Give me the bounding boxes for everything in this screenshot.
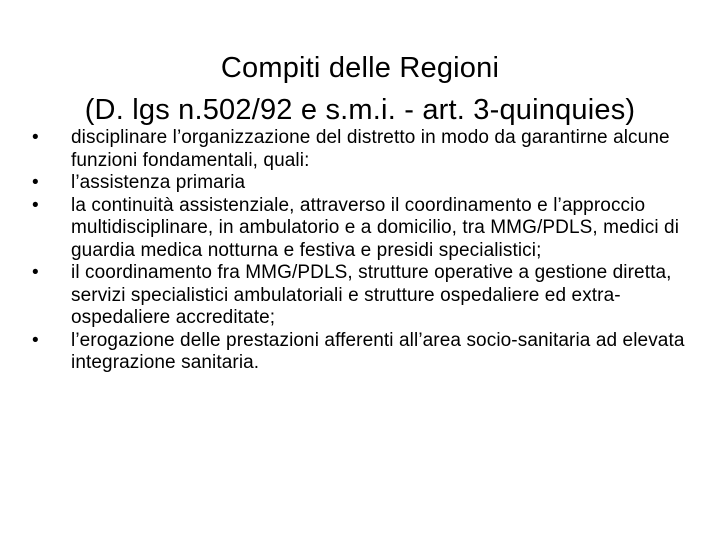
bullet-icon: • [32,172,39,193]
bullet-item-coordination [30,262,695,330]
bullet-item-social-health [30,330,695,375]
bullet-text: l’erogazione delle prestazioni afferenti all’area socio-sanitaria ad elevata integrazione sanitaria. [71,329,685,373]
bullet-text: disciplinare l’organizzazione del distretto in modo da garantirne alcune funzioni fondamentali, quali: [71,127,670,171]
bullet-item-organization [30,127,695,172]
bullet-icon: • [32,127,39,148]
bullet-item-primary-care [30,172,695,195]
bullet-text: il coordinamento fra MMG/PDLS, strutture operative a gestione diretta, servizi specialistici ambulatoriali e strutture ospedaliere ed extra-ospedaliere accreditate; [71,262,672,328]
bullet-list [30,127,695,375]
bullet-icon: • [32,262,39,283]
bullet-icon: • [32,194,39,216]
bullet-item-continuity [30,195,695,263]
bullet-icon: • [32,329,39,351]
slide-title [20,47,700,131]
title-line-reference: (D. lgs n.502/92 e s.m.i. - art. 3-quinquies) [84,94,636,127]
title-line-main: Compiti delle Regioni [220,52,500,85]
bullet-text: l’assistenza primaria [71,172,246,193]
bullet-text: la continuità assistenziale, attraverso il coordinamento e l’approccio multidisciplinare, in ambulatorio e a domicilio, tra MMG/PDLS, medici di guardia medica notturna e festiva e presidi specialistici; [71,194,680,261]
